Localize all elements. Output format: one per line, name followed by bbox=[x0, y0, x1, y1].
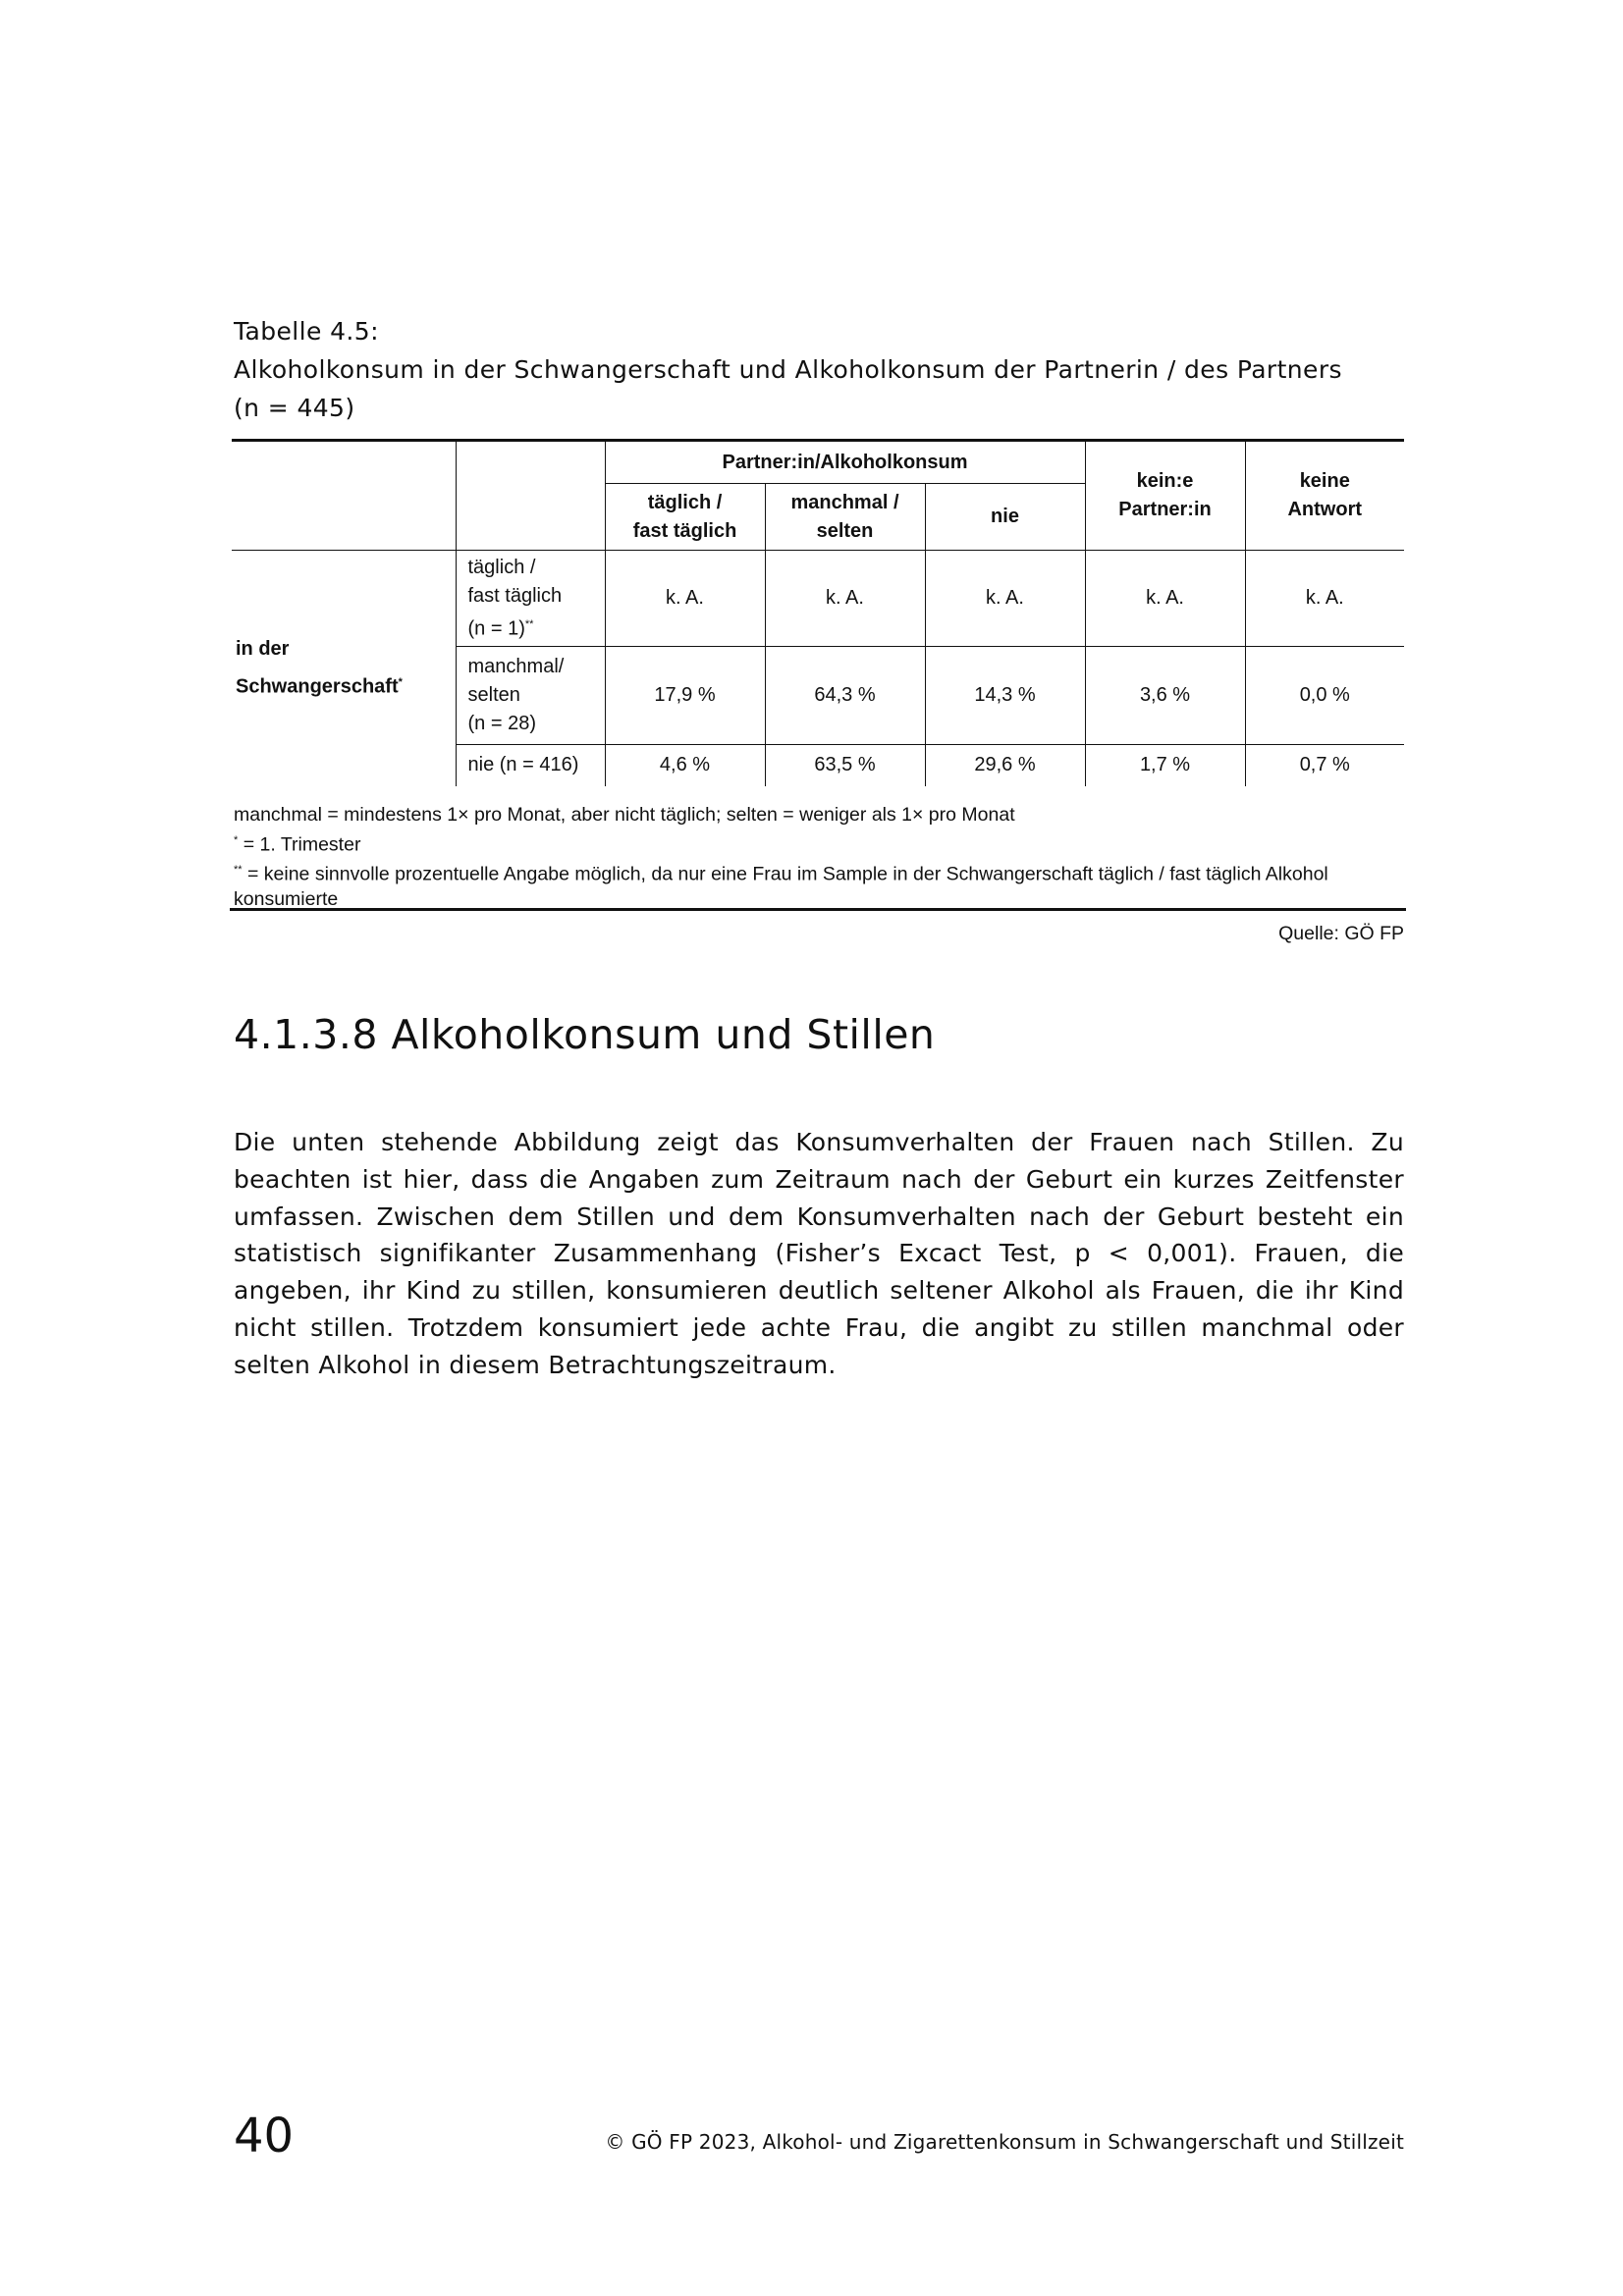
table-cell: k. A. bbox=[925, 551, 1085, 647]
table-cell: 4,6 % bbox=[605, 745, 765, 786]
col-header-never: nie bbox=[925, 484, 1085, 551]
note-definition: manchmal = mindestens 1× pro Monat, aber nicht täglich; selten = weniger als 1× pro Monat bbox=[234, 804, 1015, 826]
page-number: 40 bbox=[234, 2109, 295, 2163]
alcohol-table bbox=[232, 439, 1404, 786]
partner-group-header: Partner:in/Alkoholkonsum bbox=[605, 441, 1085, 484]
section-paragraph: Die unten stehende Abbildung zeigt das Konsumverhalten der Frauen nach Stillen. Zu beachten ist hier, dass die Angaben zum Zeitraum nach der Geburt ein kurzes Zeitfenster umfassen. Zwischen dem Stillen und dem Konsumverhalten nach der Geburt besteht ein statistisch signifikanter Zusammenhang (Fisher’s Excact Test, p < 0,001). Frauen, die angeben, ihr Kind zu stillen, konsumieren deutlich seltener Alkohol als Frauen, die ihr Kind nicht stillen. Trotzdem konsumiert jede achte Frau, die angibt zu stillen manchmal oder selten Alkohol in diesem Betrachtungszeitraum. bbox=[234, 1128, 1404, 1379]
table-cell: k. A. bbox=[765, 551, 925, 647]
col-header-daily: täglich / fast täglich bbox=[605, 484, 765, 551]
row-group-pregnancy: in der Schwangerschaft* bbox=[232, 551, 456, 786]
note-no-percentage: ** = keine sinnvolle prozentuelle Angabe möglich, da nur eine Frau im Sample in der Schwangerschaft täglich / fast täglich Alkohol konsumierte bbox=[234, 863, 1328, 910]
table-caption-label: Tabelle 4.5: bbox=[234, 317, 379, 346]
table-caption bbox=[234, 312, 1412, 427]
table-caption-n: (n = 445) bbox=[234, 394, 355, 422]
table-cell: 64,3 % bbox=[765, 647, 925, 745]
table-cell: 63,5 % bbox=[765, 745, 925, 786]
table-cell: 0,7 % bbox=[1245, 745, 1404, 786]
row-label-daily: täglich / fast täglich (n = 1)** bbox=[456, 551, 605, 647]
row-label-sometimes: manchmal/ selten (n = 28) bbox=[456, 647, 605, 745]
table-cell: 1,7 % bbox=[1085, 745, 1245, 786]
col-header-no-partner: kein:e Partner:in bbox=[1085, 441, 1245, 551]
section-heading: 4.1.3.8 Alkoholkonsum und Stillen bbox=[234, 1011, 936, 1058]
table-cell: 0,0 % bbox=[1245, 647, 1404, 745]
table-cell: 17,9 % bbox=[605, 647, 765, 745]
page-footer: © GÖ FP 2023, Alkohol- und Zigarettenkonsum in Schwangerschaft und Stillzeit bbox=[605, 2130, 1404, 2154]
table-cell: k. A. bbox=[1085, 551, 1245, 647]
table-cell: 29,6 % bbox=[925, 745, 1085, 786]
table-notes bbox=[234, 803, 1412, 912]
col-header-sometimes: manchmal / selten bbox=[765, 484, 925, 551]
table-source: Quelle: GÖ FP bbox=[1278, 923, 1404, 944]
table-bottom-rule bbox=[230, 908, 1406, 911]
table-caption-title: Alkoholkonsum in der Schwangerschaft und Alkoholkonsum der Partnerin / des Partners bbox=[234, 355, 1342, 384]
table-cell: k. A. bbox=[605, 551, 765, 647]
table-cell: 3,6 % bbox=[1085, 647, 1245, 745]
table-cell: 14,3 % bbox=[925, 647, 1085, 745]
table-cell: k. A. bbox=[1245, 551, 1404, 647]
col-header-no-answer: keine Antwort bbox=[1245, 441, 1404, 551]
note-trimester: * = 1. Trimester bbox=[234, 833, 361, 855]
row-label-never: nie (n = 416) bbox=[456, 745, 605, 786]
